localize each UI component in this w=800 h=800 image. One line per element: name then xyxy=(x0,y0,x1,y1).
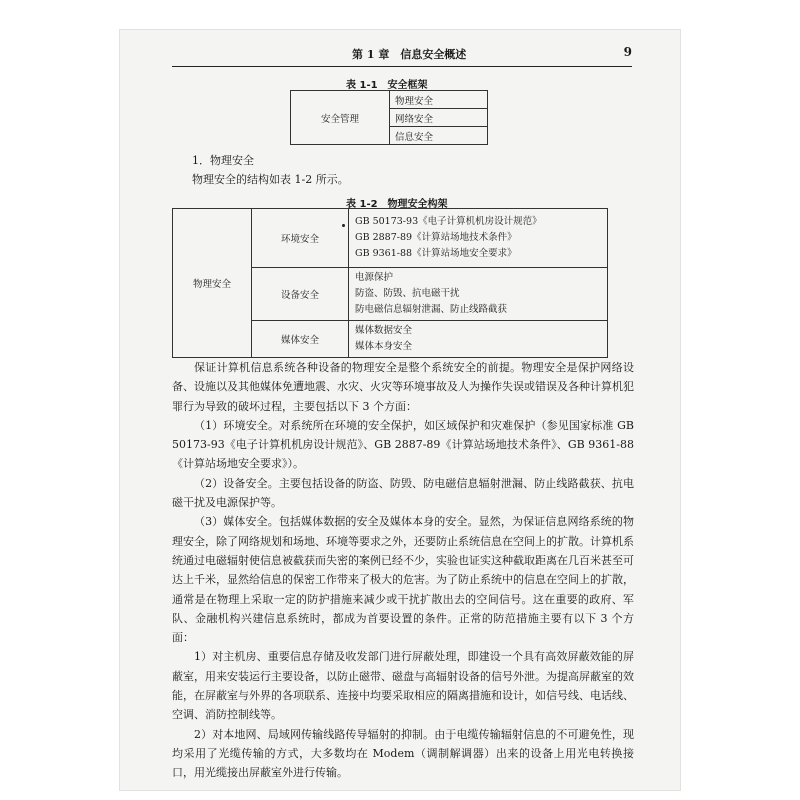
table2-group-cell: 媒体安全 xyxy=(252,321,349,358)
table2 xyxy=(172,208,608,358)
paragraph: （2）设备安全。主要包括设备的防盗、防毁、防电磁信息辐射泄漏、防止线路截获、抗电磁干扰及电源保护等。 xyxy=(172,476,634,510)
table2-item: 媒体本身安全 xyxy=(355,341,413,352)
paragraph: （1）环境安全。对系统所在环境的安全保护，如区域保护和灾难保护（参见国家标准 GB 50173-93《电子计算机机房设计规范》、GB 2887-89《计算站场地技术条件》、GB 9361-88《计算站场地安全要求》）。 xyxy=(172,418,634,471)
table2-item: 媒体数据安全 xyxy=(355,325,413,336)
paragraph: （3）媒体安全。包括媒体数据的安全及媒体本身的安全。显然，为保证信息网络系统的物理安全，除了网络规划和场地、环境等要求之外，还要防止系统信息在空间上的扩散。计算机系统通过电磁辐射使信息被截获而失密的案例已经不少，实验也证实这种截取距离在几百米甚至可达上千米，显然给信息的保密工作带来了极大的危害。为了防止系统中的信息在空间上的扩散，通常是在物理上采取一定的防护措施来减少或干扰扩散出去的空间信号。这在重要的政府、军队、金融机构兴建信息系统时，都成为首要设置的条件。正常的防范措施主要有以下 3 个方面： xyxy=(172,515,634,645)
table2-item: GB 50173-93《电子计算机机房设计规范》 xyxy=(355,216,542,227)
running-header xyxy=(172,46,632,64)
table2-items-cell xyxy=(349,321,608,358)
table2-item: 防盗、防毁、抗电磁干扰 xyxy=(355,288,460,299)
table2-items-cell xyxy=(349,268,608,321)
table1-item: 网络安全 xyxy=(390,109,488,127)
section-intro: 物理安全的结构如表 1-2 所示。 xyxy=(192,173,349,186)
stray-dot-mark xyxy=(342,224,345,227)
page-number: 9 xyxy=(623,45,632,59)
table2-root-cell: 物理安全 xyxy=(173,209,252,358)
paragraph: 保证计算机信息系统各种设备的物理安全是整个系统安全的前提。物理安全是保护网络设备、设施以及其他媒体免遭地震、水灾、火灾等环境事故及人为操作失误或错误及各种计算机犯罪行为导致的破坏过程，主要包括以下 3 个方面： xyxy=(172,361,634,413)
header-rule xyxy=(172,66,632,67)
table1 xyxy=(290,90,488,145)
table2-group-cell: 设备安全 xyxy=(252,268,349,321)
paragraph: 1）对主机房、重要信息存储及收发部门进行屏蔽处理，即建设一个具有高效屏蔽效能的屏蔽室，用来安装运行主要设备，以防止磁带、磁盘与高辐射设备的信号外泄。为提高屏蔽室的效能，在屏蔽室与外界的各项联系、连接中均要采取相应的隔离措施和设计，如信号线、电话线、空调、消防控制线等。 xyxy=(172,650,634,722)
table2-item: GB 2887-89《计算站场地技术条件》 xyxy=(355,232,517,243)
table1-caption: 表 1-1 安全框架 xyxy=(346,80,428,91)
table1-item: 信息安全 xyxy=(390,127,488,145)
table2-group-cell: 环境安全 xyxy=(252,209,349,268)
table2-caption: 表 1-2 物理安全构架 xyxy=(346,199,448,210)
table2-item: GB 9361-88《计算站场地安全要求》 xyxy=(355,248,517,259)
section-heading: 1．物理安全 xyxy=(192,154,254,167)
paragraph: 2）对本地网、局域网传输线路传导辐射的抑制。由于电缆传输辐射信息的不可避免性，现均采用了光缆传输的方式，大多数均在 Modem（调制解调器）出来的设备上用光电转换接口，用光缆接出屏蔽室外进行传输。 xyxy=(172,727,634,780)
table1-item: 物理安全 xyxy=(390,91,488,109)
table2-items-cell xyxy=(349,209,608,268)
table2-item: 电源保护 xyxy=(355,272,394,283)
body-text xyxy=(172,358,634,783)
chapter-title: 第 1 章 信息安全概述 xyxy=(352,48,467,61)
table1-left-cell: 安全管理 xyxy=(291,91,390,145)
table2-item: 防电磁信息辐射泄漏、防止线路截获 xyxy=(355,304,508,315)
